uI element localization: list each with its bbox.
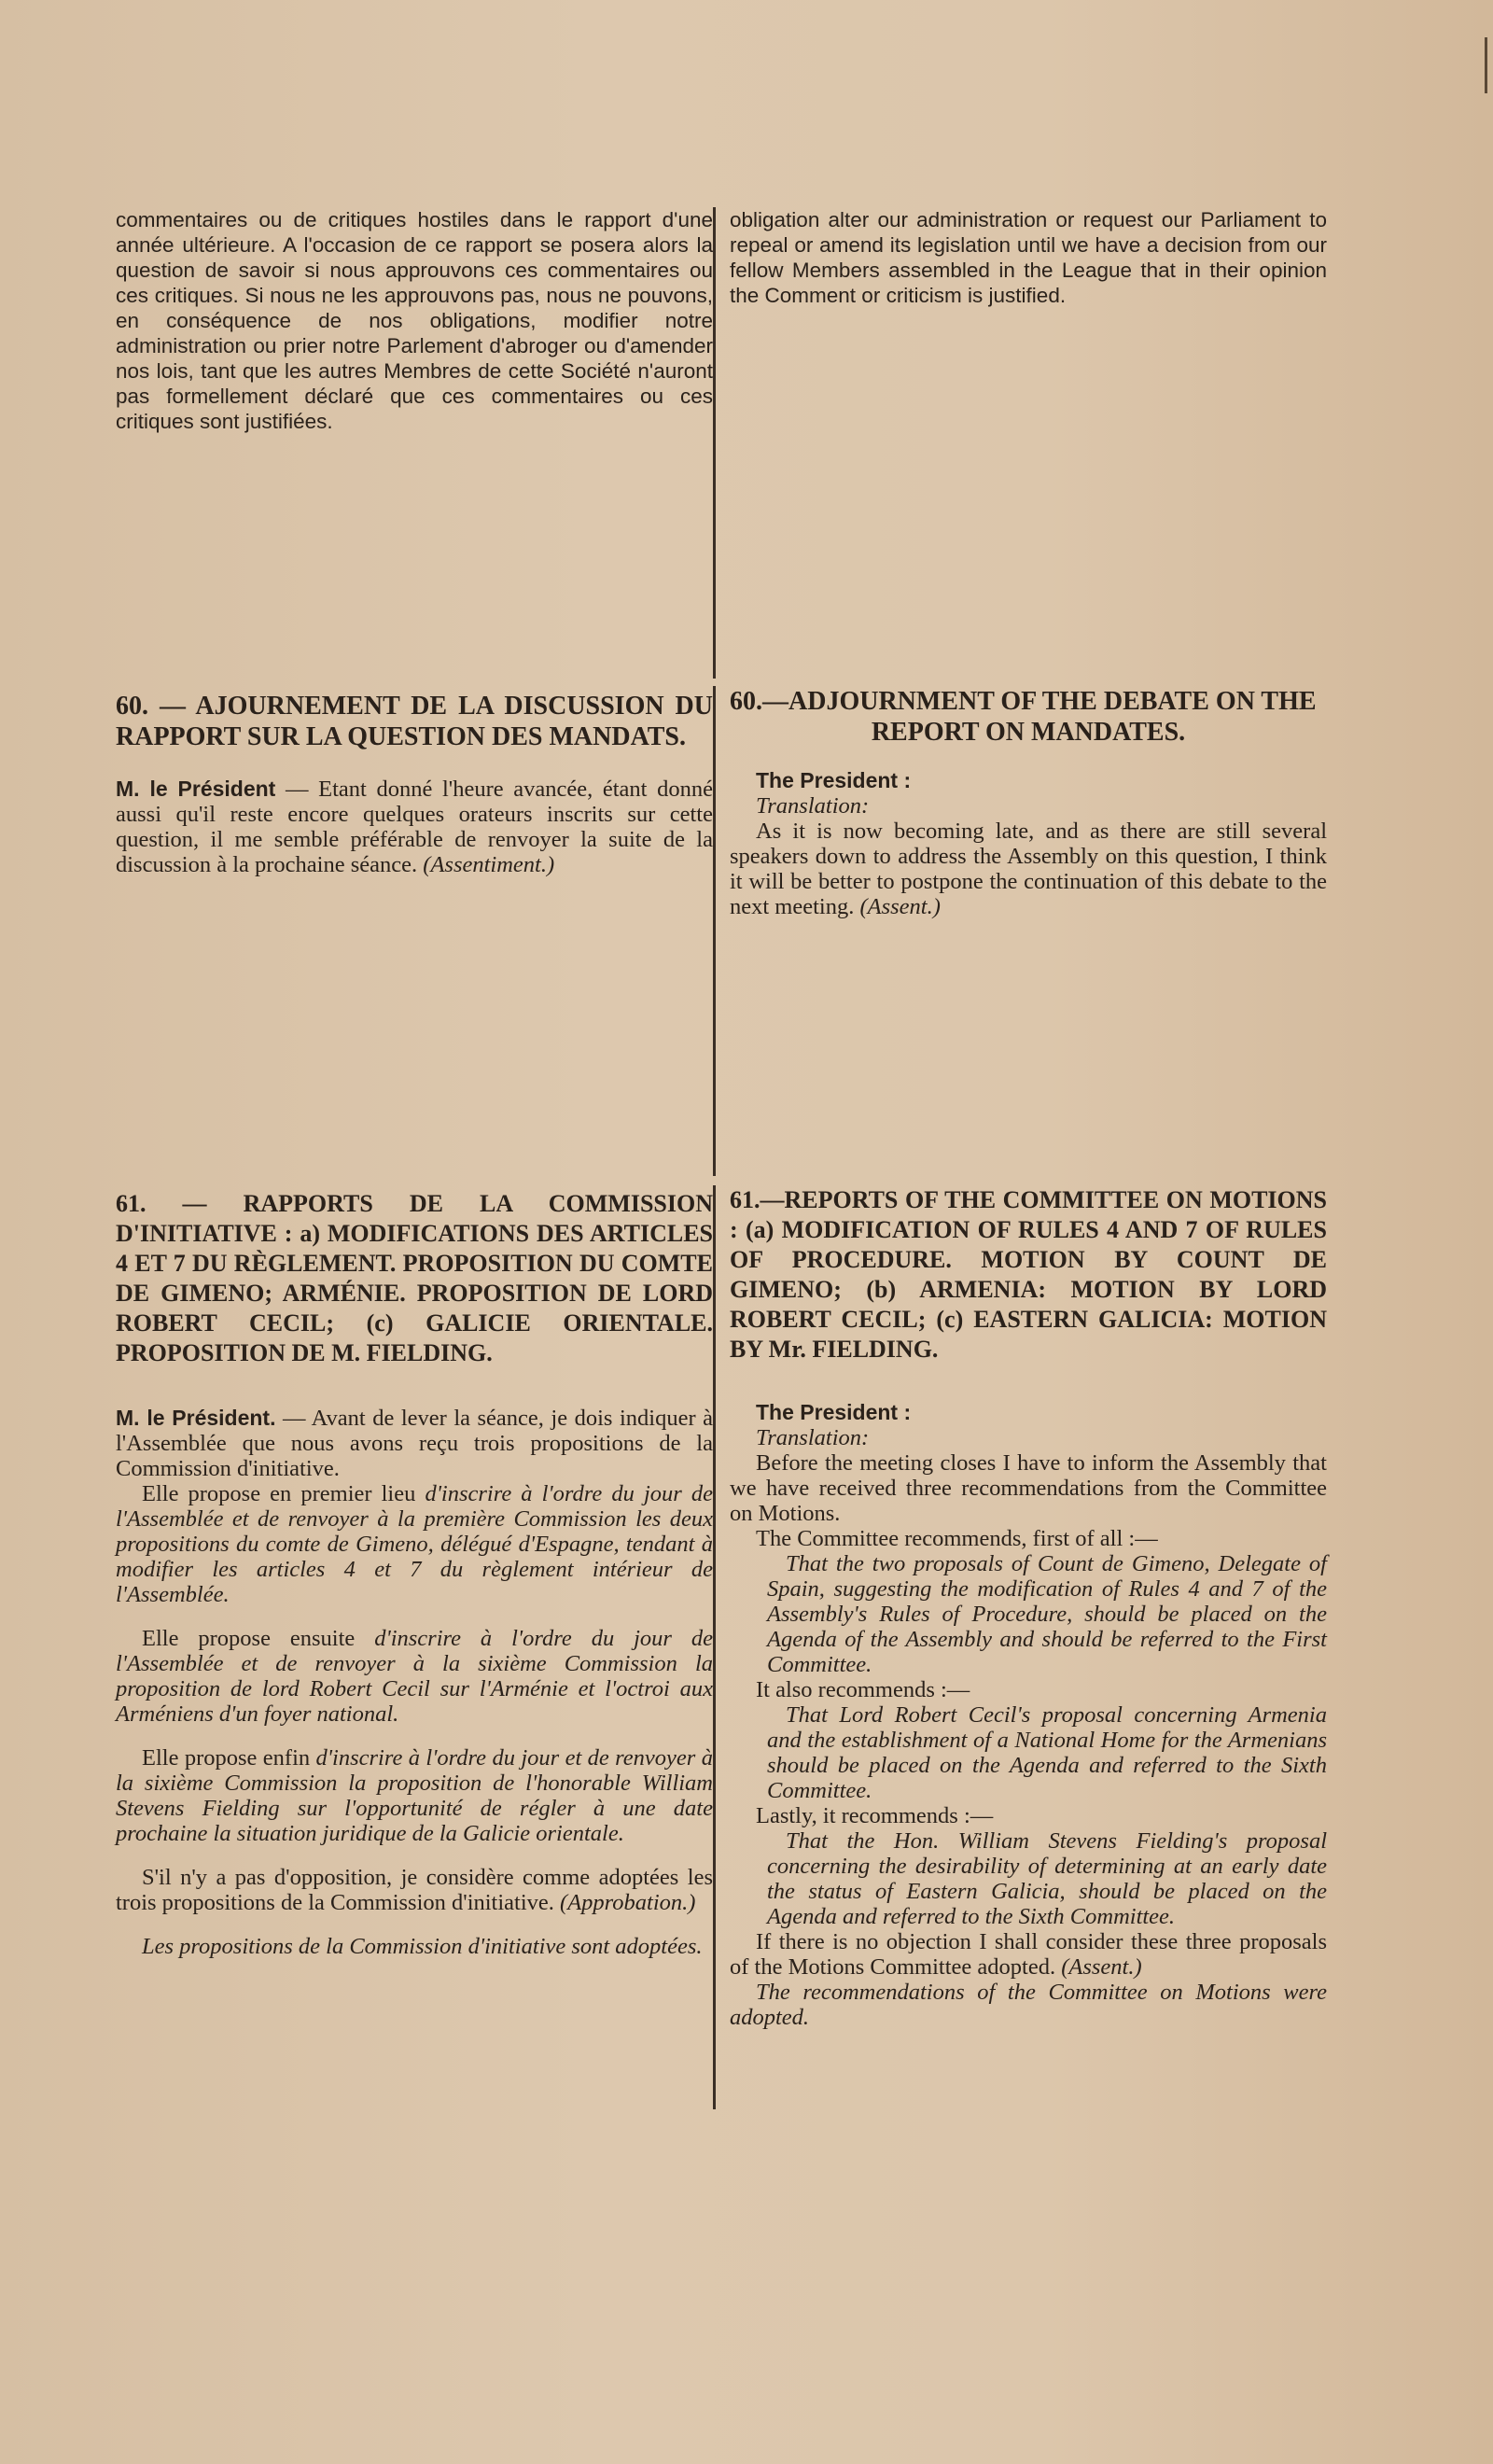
en-61-p2-quote: That the two proposals of Count de Gimeno, Delegate of Spain, suggesting the modification of Rules 4 and 7 of the Assembly's Rules of Procedure, should be placed on the Agenda of the Assembly and should be referred to the First Committee.: [767, 1551, 1327, 1677]
fr-61-p3-lead: Elle propose ensuite: [142, 1626, 375, 1651]
fr-continuation-text: commentaires ou de critiques hostiles dans le rapport d'une année ultérieure. A l'occasion de ce rapport se posera alors la question de savoir si nous approuvons ces commentaires ou ces critiques. Si nous ne les approuvons pas, nous ne pouvons, en conséquence de nos obligations, modifier notre administration ou prier notre Parlement d'abroger ou d'amender nos lois, tant que les autres Membres de cette Société n'auront pas formellement déclaré que ces commentaires ou ces critiques sont justifiées.: [116, 208, 713, 433]
en-translation-label: Translation:: [756, 793, 870, 819]
fr-61-p4: [116, 1745, 713, 1846]
fr-speaker: M. le Président: [116, 777, 276, 801]
fr-61-p2-lead: Elle propose en premier lieu: [142, 1481, 426, 1506]
en-61-translation-label: Translation:: [756, 1425, 870, 1450]
en-section-61: [730, 1185, 1327, 2030]
fr-section-61: [116, 1189, 713, 1959]
fr-61-p6: Les propositions de la Commission d'initiative sont adoptées.: [142, 1934, 703, 1959]
fr-61-p1: [116, 1406, 713, 1481]
fr-61-p1-text: — Avant de lever la séance, je dois indiquer à l'Assemblée que nous avons reçu trois propositions de la Commission d'initiative.: [116, 1406, 713, 1481]
edge-mark: [1485, 37, 1487, 93]
column-divider-3: [713, 1185, 716, 2109]
en-61-p5-text: If there is no objection I shall consider these three proposals of the Motions Committee adopted.: [730, 1929, 1327, 1980]
en-61-assent: (Assent.): [1061, 1954, 1142, 1980]
en-61-p4-quote: That the Hon. William Stevens Fielding's proposal concerning the desirability of determining at an early date the status of Eastern Galicia, should be placed on the Agenda and referred to the Sixth Committee.: [767, 1828, 1327, 1929]
en-61-speaker: The President :: [756, 1400, 912, 1424]
fr-61-p5: [116, 1865, 713, 1915]
fr-continuation: [116, 207, 713, 434]
fr-61-speaker: M. le Président.: [116, 1406, 276, 1430]
en-61-p3-quote: That Lord Robert Cecil's proposal concerning Armenia and the establishment of a National Home for the Armenians should be placed on the Agenda and referred to the Sixth Committee.: [767, 1702, 1327, 1803]
fr-61-p3-italic: d'inscrire à l'ordre du jour de l'Assemblée et de renvoyer à la sixième Commission la proposition de lord Robert Cecil sur l'Arménie et l'octroi aux Arméniens d'un foyer national.: [116, 1626, 714, 1727]
fr-section-61-title: 61. — RAPPORTS DE LA COMMISSION D'INITIATIVE : a) MODIFICATIONS DES ARTICLES 4 ET 7 DU RÈGLEMENT. PROPOSITION DU COMTE DE GIMENO; ARMÉNIE. PROPOSITION DE LORD ROBERT CECIL; (c) GALICIE ORIENTALE. PROPOSITION DE M. FIELDING.: [116, 1190, 713, 1366]
en-continuation-text: obligation alter our administration or request our Parliament to repeal or amend its legislation until we have a decision from our fellow Members assembled in the League that in their opinion the Comment or criticism is justified.: [730, 208, 1327, 307]
fr-section-60-title: 60. — AJOURNEMENT DE LA DISCUSSION DU RAPPORT SUR LA QUESTION DES MANDATS.: [116, 692, 713, 751]
column-divider-2: [713, 686, 716, 1176]
en-61-p3: It also recommends :—: [756, 1677, 970, 1702]
en-assent: (Assent.): [859, 894, 941, 919]
fr-61-p3: [116, 1626, 713, 1727]
en-61-p2: The Committee recommends, first of all :—: [756, 1526, 1158, 1551]
fr-61-p5-text: S'il n'y a pas d'opposition, je considère comme adoptées les trois propositions de la Commission d'initiative.: [116, 1865, 713, 1915]
en-61-p5: [730, 1929, 1327, 1980]
fr-61-p2: [116, 1481, 713, 1607]
en-section-60-title-1: 60.—ADJOURNMENT OF THE DEBATE ON THE: [730, 687, 1317, 716]
column-divider: [713, 207, 716, 679]
fr-section-60: [116, 691, 713, 877]
en-speaker: The President :: [756, 768, 912, 792]
en-section-60: [730, 686, 1327, 919]
en-section-60-title-2: REPORT ON MANDATES.: [871, 718, 1186, 747]
en-section-60-body: As it is now becoming late, and as there are still several speakers down to address the Assembly on this question, I think it will be better to postpone the continuation of this debate to the next meeting.: [730, 819, 1327, 919]
fr-section-60-body: — Etant donné l'heure avancée, étant donné aussi qu'il reste encore quelques orateurs inscrits sur cette question, il me semble préférable de renvoyer la suite de la discussion à la prochaine séance.: [116, 777, 713, 877]
fr-61-p4-lead: Elle propose enfin: [142, 1745, 316, 1771]
fr-61-p2-italic: d'inscrire à l'ordre du jour de l'Assemblée et de renvoyer à la première Commission les deux propositions du comte de Gimeno, délégué d'Espagne, tendant à modifier les articles 4 et 7 du règlement intérieur de l'Assemblée.: [116, 1481, 713, 1607]
en-section-61-title: 61.—REPORTS OF THE COMMITTEE ON MOTIONS : (a) MODIFICATION OF RULES 4 AND 7 OF RULES OF PROCEDURE. MOTION BY COUNT DE GIMENO; (b) ARMENIA: MOTION BY LORD ROBERT CECIL; (c) EASTERN GALICIA: MOTION BY Mr. FIELDING.: [730, 1186, 1327, 1363]
en-61-p4: Lastly, it recommends :—: [756, 1803, 994, 1828]
en-61-p6: The recommendations of the Committee on Motions were adopted.: [730, 1980, 1327, 2030]
fr-assent: (Assentiment.): [423, 852, 555, 877]
en-61-p1: Before the meeting closes I have to inform the Assembly that we have received three recommendations from the Committee on Motions.: [730, 1450, 1327, 1526]
en-continuation: [730, 207, 1327, 308]
fr-section-60-text: [116, 777, 713, 877]
fr-61-approbation: (Approbation.): [560, 1890, 696, 1915]
en-section-60-text: [730, 819, 1327, 919]
fr-61-p4-italic: d'inscrire à l'ordre du jour et de renvoyer à la sixième Commission la proposition de l'honorable William Stevens Fielding sur l'opportunité de régler à une date prochaine la situation juridique de la Galicie orientale.: [116, 1745, 713, 1846]
